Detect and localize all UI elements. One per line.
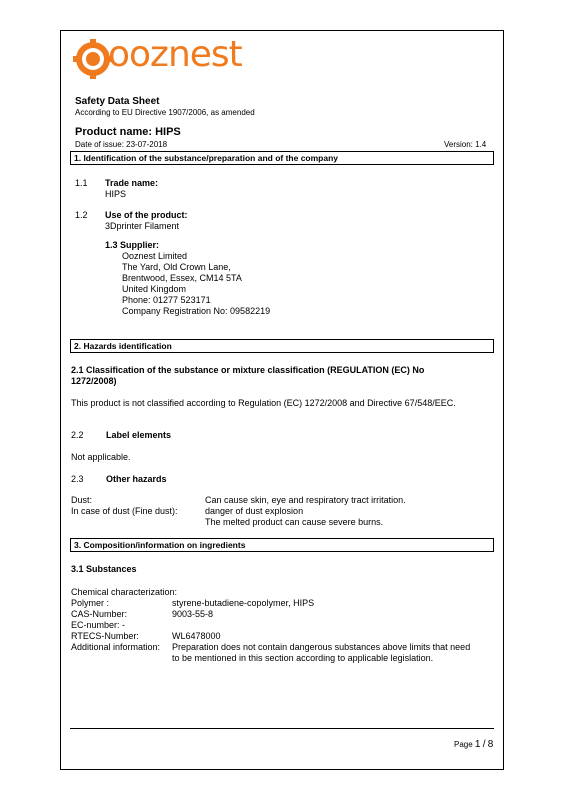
logo-text: ooznest (108, 34, 242, 75)
rtecs-value: WL6478000 (172, 631, 221, 641)
s13-label: 1.3 Supplier: (105, 240, 160, 250)
s22-text: Not applicable. (71, 452, 131, 462)
footer-divider (70, 728, 494, 729)
melted-value: The melted product can cause severe burns. (205, 517, 384, 527)
chem-char: Chemical characterization: (71, 587, 178, 597)
s21-text: This product is not classified according to Regulation (EC) 1272/2008 and Directive 67/548/EEC. (71, 398, 456, 408)
page-sep: / (482, 739, 486, 750)
polymer-label: Polymer : (71, 598, 110, 608)
page-current: 1 (474, 739, 481, 750)
s21-title-line1: 2.1 Classification of the substance or mixture classification (REGULATION (EC) No (71, 365, 425, 375)
s31-title: 3.1 Substances (71, 564, 137, 574)
ec-label: EC-number: - (71, 620, 126, 630)
supplier-line: Brentwood, Essex, CM14 5TA (122, 273, 242, 283)
s11-value: HIPS (105, 189, 127, 199)
addl-value-line2: to be mentioned in this section according to applicable legislation. (172, 653, 434, 663)
s22-num: 2.2 (71, 430, 84, 440)
cas-value: 9003-55-8 (172, 609, 214, 619)
date-of-issue: Date of issue: 23-07-2018 (75, 140, 168, 149)
polymer-value: styrene-butadiene-copolymer, HIPS (172, 598, 315, 608)
s21-title-line2: 1272/2008) (71, 376, 117, 386)
cas-label: CAS-Number: (71, 609, 128, 619)
supplier-line: United Kingdom (122, 284, 187, 294)
product-name: Product name: HIPS (75, 126, 181, 138)
supplier-line: Ooznest Limited (122, 251, 188, 261)
section-1-heading: 1. Identification of the substance/preparation and of the company (70, 151, 494, 165)
s12-label: Use of the product: (105, 210, 188, 220)
supplier-line: Phone: 01277 523171 (122, 295, 211, 305)
version: Version: 1.4 (444, 140, 487, 149)
s22-label: Label elements (106, 430, 172, 440)
doc-title: Safety Data Sheet (75, 96, 160, 107)
directive-text: According to EU Directive 1907/2006, as amended (75, 108, 255, 117)
s12-value: 3Dprinter Filament (105, 221, 180, 231)
addl-value-line1: Preparation does not contain dangerous substances above limits that need (172, 642, 471, 652)
supplier-line: The Yard, Old Crown Lane, (122, 262, 231, 272)
page-indicator (454, 739, 493, 751)
dust-value: Can cause skin, eye and respiratory tract irritation. (205, 495, 406, 505)
page-label: Page (454, 740, 473, 749)
page-total: 8 (487, 739, 494, 750)
section-3-heading: 3. Composition/information on ingredients (70, 538, 494, 552)
section-2-heading: 2. Hazards identification (70, 339, 494, 353)
logo (72, 34, 272, 80)
supplier-line: Company Registration No: 09582219 (122, 306, 271, 316)
s11-num: 1.1 (75, 178, 88, 188)
rtecs-label: RTECS-Number: (71, 631, 139, 641)
s23-num: 2.3 (71, 474, 84, 484)
fine-dust-label: In case of dust (Fine dust): (71, 506, 178, 516)
s12-num: 1.2 (75, 210, 88, 220)
dust-label: Dust: (71, 495, 93, 505)
s11-label: Trade name: (105, 178, 159, 188)
fine-dust-value: danger of dust explosion (205, 506, 304, 516)
s23-label: Other hazards (106, 474, 167, 484)
addl-label: Additional information: (71, 642, 161, 652)
